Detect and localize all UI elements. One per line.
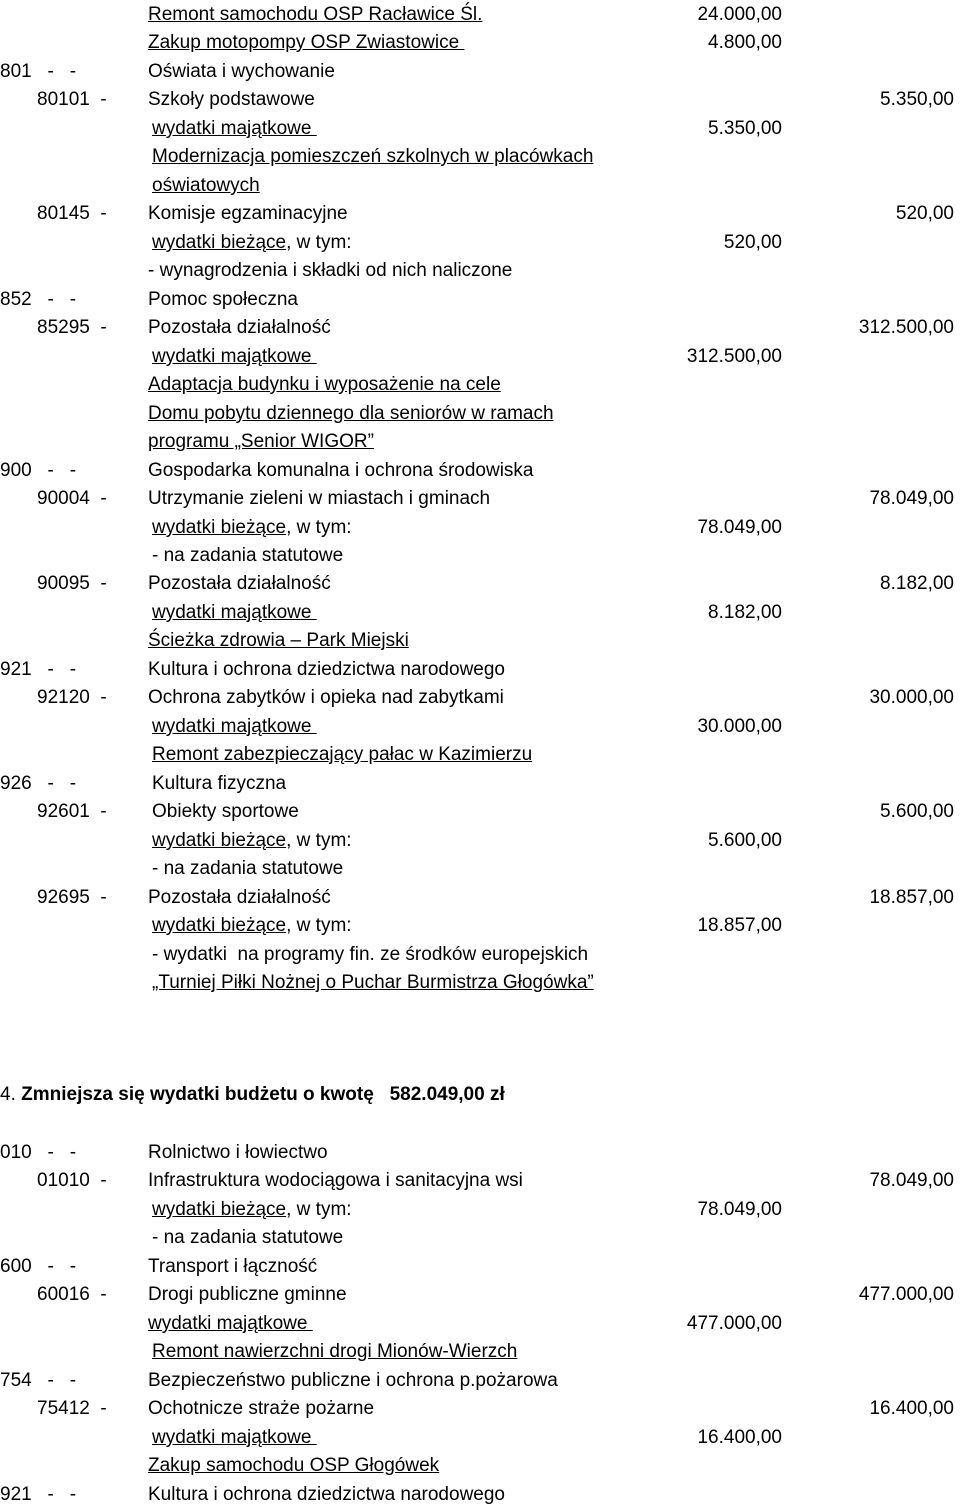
chapter-code: 92601 - xyxy=(37,801,107,822)
expense-type-label: wydatki bieżące xyxy=(152,830,287,851)
expense-type: wydatki majątkowe xyxy=(152,118,317,139)
section-title: Oświata i wychowanie xyxy=(148,61,335,82)
section-title: Pomoc społeczna xyxy=(148,289,298,310)
text-line: - wynagrodzenia i składki od nich naliczone xyxy=(148,260,513,281)
chapter-title: Pozostała działalność xyxy=(148,317,331,338)
section-heading xyxy=(0,1082,505,1108)
text-line: - na zadania statutowe xyxy=(152,545,344,566)
text-line: Domu pobytu dziennego dla seniorów w ramach xyxy=(148,403,554,424)
expense-type-suffix: , w tym: xyxy=(286,517,352,538)
text-line: programu „Senior WIGOR” xyxy=(148,431,374,452)
section-code: 852 - - xyxy=(0,289,77,310)
text-line: Ścieżka zdrowia – Park Miejski xyxy=(148,630,409,651)
expense-type-suffix: , w tym: xyxy=(286,915,352,936)
text-line: - na zadania statutowe xyxy=(152,1227,344,1248)
amount-right: 5.600,00 xyxy=(880,801,954,822)
text-line: Zakup motopompy OSP Zwiastowice xyxy=(148,32,465,53)
expense-type xyxy=(152,516,352,540)
amount-right: 78.049,00 xyxy=(869,488,954,509)
chapter-code: 90004 - xyxy=(37,488,107,509)
section-code: 600 - - xyxy=(0,1256,77,1277)
expense-type xyxy=(152,914,352,938)
section-title: Bezpieczeństwo publiczne i ochrona p.pożarowa xyxy=(148,1370,558,1391)
amount-mid: 78.049,00 xyxy=(697,1199,782,1220)
expense-type-label: wydatki bieżące xyxy=(152,1199,287,1220)
chapter-code: 92120 - xyxy=(37,687,107,708)
amount-mid: 18.857,00 xyxy=(697,915,782,936)
chapter-code: 92695 - xyxy=(37,887,107,908)
text-line: Remont nawierzchni drogi Mionów-Wierzch xyxy=(152,1341,518,1362)
section-title: Kultura i ochrona dziedzictwa narodowego xyxy=(148,1484,505,1505)
expense-type xyxy=(152,829,352,853)
amount-mid: 16.400,00 xyxy=(697,1427,782,1448)
amount-right: 18.857,00 xyxy=(869,887,954,908)
expense-type: wydatki majątkowe xyxy=(152,602,317,623)
section-code: 010 - - xyxy=(0,1142,77,1163)
chapter-title: Ochrona zabytków i opieka nad zabytkami xyxy=(148,687,504,708)
amount-mid: 8.182,00 xyxy=(708,602,782,623)
chapter-title: Infrastruktura wodociągowa i sanitacyjna wsi xyxy=(148,1170,523,1191)
text-line: oświatowych xyxy=(152,175,260,196)
chapter-title: Komisje egzaminacyjne xyxy=(148,203,348,224)
expense-type-label: wydatki bieżące xyxy=(152,232,287,253)
amount-mid: 477.000,00 xyxy=(686,1313,782,1334)
heading-number: 4. xyxy=(0,1084,22,1105)
text-line: Modernizacja pomieszczeń szkolnych w placówkach xyxy=(152,146,594,167)
amount-mid: 4.800,00 xyxy=(708,32,782,53)
chapter-title: Obiekty sportowe xyxy=(152,801,299,822)
chapter-title: Drogi publiczne gminne xyxy=(148,1284,347,1305)
amount-right: 16.400,00 xyxy=(869,1398,954,1419)
expense-type: wydatki majątkowe xyxy=(152,346,317,367)
amount-right: 78.049,00 xyxy=(869,1170,954,1191)
expense-type-suffix: , w tym: xyxy=(286,830,352,851)
amount-right: 8.182,00 xyxy=(880,573,954,594)
amount-mid: 5.350,00 xyxy=(708,118,782,139)
expense-type xyxy=(152,1198,352,1222)
expense-type-label: wydatki bieżące xyxy=(152,517,287,538)
chapter-title: Szkoły podstawowe xyxy=(148,89,315,110)
amount-mid: 5.600,00 xyxy=(708,830,782,851)
expense-type-suffix: , w tym: xyxy=(286,1199,352,1220)
text-line: Remont zabezpieczający pałac w Kazimierzu xyxy=(152,744,533,765)
chapter-title: Utrzymanie zieleni w miastach i gminach xyxy=(148,488,491,509)
text-line: Zakup samochodu OSP Głogówek xyxy=(148,1455,440,1476)
amount-right: 30.000,00 xyxy=(869,687,954,708)
amount-mid: 30.000,00 xyxy=(697,716,782,737)
section-title: Kultura fizyczna xyxy=(152,773,287,794)
chapter-code: 80101 - xyxy=(37,89,107,110)
expense-type-suffix: , w tym: xyxy=(286,232,352,253)
chapter-code: 90095 - xyxy=(37,573,107,594)
expense-type: wydatki majątkowe xyxy=(152,716,317,737)
amount-mid: 312.500,00 xyxy=(686,346,782,367)
chapter-code: 85295 - xyxy=(37,317,107,338)
amount-right: 477.000,00 xyxy=(858,1284,954,1305)
amount-mid: 78.049,00 xyxy=(697,517,782,538)
chapter-code: 75412 - xyxy=(37,1398,107,1419)
chapter-title: Pozostała działalność xyxy=(148,573,331,594)
section-title: Kultura i ochrona dziedzictwa narodowego xyxy=(148,659,505,680)
section-title: Rolnictwo i łowiectwo xyxy=(148,1142,328,1163)
amount-right: 312.500,00 xyxy=(858,317,954,338)
section-code: 921 - - xyxy=(0,659,77,680)
text-line: - wydatki na programy fin. ze środków europejskich xyxy=(152,944,589,965)
heading-text: Zmniejsza się wydatki budżetu o kwotę 582.049,00 zł xyxy=(21,1084,505,1105)
section-code: 921 - - xyxy=(0,1484,77,1505)
chapter-code: 01010 - xyxy=(37,1170,107,1191)
section-code: 801 - - xyxy=(0,61,77,82)
chapter-code: 80145 - xyxy=(37,203,107,224)
amount-mid: 24.000,00 xyxy=(697,4,782,25)
expense-type: wydatki majątkowe xyxy=(148,1313,313,1334)
section-title: Transport i łączność xyxy=(148,1256,318,1277)
amount-mid: 520,00 xyxy=(723,232,782,253)
section-title: Gospodarka komunalna i ochrona środowiska xyxy=(148,460,534,481)
chapter-title: Pozostała działalność xyxy=(148,887,331,908)
text-line: „Turniej Piłki Nożnej o Puchar Burmistrza Głogówka” xyxy=(152,972,594,993)
section-code: 926 - - xyxy=(0,773,77,794)
expense-type-label: wydatki bieżące xyxy=(152,915,287,936)
section-code: 754 - - xyxy=(0,1370,77,1391)
text-line: Adaptacja budynku i wyposażenie na cele xyxy=(148,374,501,395)
text-line: - na zadania statutowe xyxy=(152,858,344,879)
amount-right: 5.350,00 xyxy=(880,89,954,110)
section-code: 900 - - xyxy=(0,460,77,481)
text-line: Remont samochodu OSP Racławice Śl. xyxy=(148,4,483,25)
expense-type xyxy=(152,231,352,255)
amount-right: 520,00 xyxy=(895,203,954,224)
expense-type: wydatki majątkowe xyxy=(152,1427,317,1448)
chapter-title: Ochotnicze straże pożarne xyxy=(148,1398,375,1419)
chapter-code: 60016 - xyxy=(37,1284,107,1305)
